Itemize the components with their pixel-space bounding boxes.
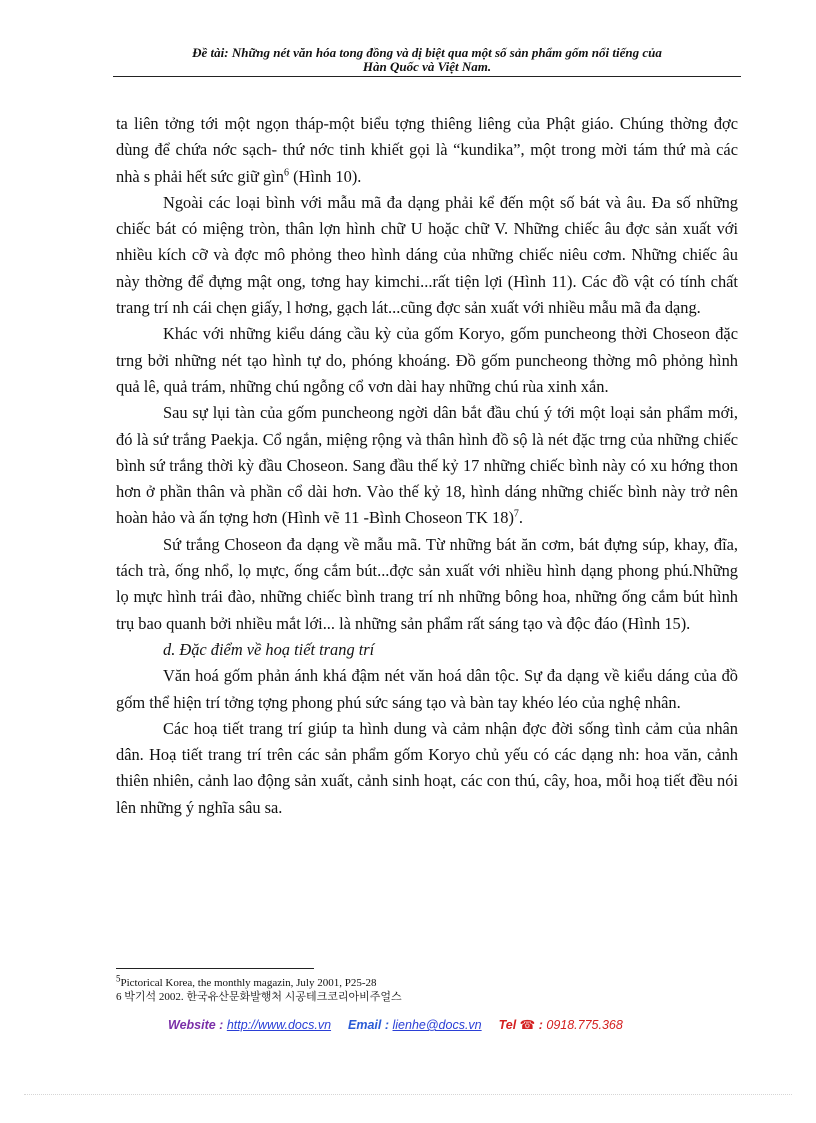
header-title-line1: Đề tài: Những nét văn hóa tong đồng và dị biệt qua một số sản phẩm gốm nổi tiếng của (192, 45, 662, 60)
page-body (116, 111, 738, 821)
paragraph-7: Các hoạ tiết trang trí giúp ta hình dung và cảm nhận đợc đời sống tình cảm của nhân dân. Hoạ tiết trang trí trên các sản phẩm gốm Koryo chủ yếu có các dạng nh: hoa văn, cảnh thiên nhiên, cảnh lao động sản xuất, cảnh sinh hoạt, các con thú, cây, hoa, mỗi hoạ tiết đều nói lên những ý nghĩa sâu sa. (116, 718, 738, 817)
email-link[interactable]: lienhe@docs.vn (392, 1018, 482, 1032)
paragraph-5: Sứ trắng Choseon đa dạng về mẫu mã. Từ những bát ăn cơm, bát đựng súp, khay, đĩa, tách trà, ống nhổ, lọ mực, ống cắm bút...đợc sản xuất với nhiều hình dạng phong phú.Những lọ mực hình trái đào, những chiếc bình trang trí nh những bông hoa, những ống cắm bút hình trụ bao quanh bởi nhiều mắt lới... là những sản phẩm rất sáng tạo và độc đáo (Hình 15). (116, 534, 738, 633)
section-heading: d. Đặc điểm về hoạ tiết trang trí (163, 639, 375, 659)
website-link[interactable]: http://www.docs.vn (226, 1018, 332, 1032)
website-label: Website : (168, 1018, 224, 1032)
footnote-6: 6 박기석 2002. 한국유산문화발행처 시공테크코리아비주얼스 (116, 991, 402, 1003)
footnote-divider (116, 968, 314, 969)
paragraph-1: ta liên tởng tới một ngọn tháp-một biểu tợng thiêng liêng của Phật giáo. Chúng thờng đợc dùng để chứa nớc sạch- thứ nớc tinh khiết gọi là “kundika”, một trong mời tám thứ mà các nhà s phải hết sức giữ gìn$^6$ (Hình 10). (116, 114, 738, 186)
paragraph-4: Sau sự lụi tàn của gốm puncheong ngời dân bắt đầu chú ý tới một loại sản phẩm mới, đó là sứ trắng Paekja. Cổ ngắn, miệng rộng và thân hình đồ sộ là nét đặc trng của những chiếc bình sứ trắng thời kỳ đầu Choseon. Sang đầu thế kỷ 17 những chiếc bình này có xu hớng thon hơn ở phần thân và phần cổ dài hơn. Vào thế kỷ 18, hình dáng những chiếc bình này trở nên hoàn hảo và ấn tợng hơn (Hình vẽ 11 -Bình Choseon TK 18)$^7$. (116, 403, 738, 528)
tel-label: Tel ☎ : (498, 1018, 543, 1032)
footnote-ref-6[interactable]: 6 (284, 167, 289, 179)
document-header (113, 46, 741, 74)
paragraph-3: Khác với những kiểu dáng cầu kỳ của gốm Koryo, gốm puncheong thời Choseon đặc trng bởi những nét tạo hình tự do, phóng khoáng. Đồ gốm puncheong thờng mô phỏng hình quả lê, quả trám, những chú ngỗng cổ vơn dài hay những chú rùa xinh xắn. (116, 324, 738, 396)
paragraph-2: Ngoài các loại bình với mẫu mã đa dạng phải kể đến một số bát và âu. Đa số những chiếc bát có miệng tròn, thân lợn hình chữ U hoặc chữ V. Những chiếc âu đợc sản xuất với nhiều kích cỡ và đợc mô phỏng theo hình dáng của những chiếc niêu cơm. Những chiếc âu này thờng để đựng mật ong, tơng hay kimchi...rất tiện lợi (Hình 11). Các đồ vật có tính chất trang trí nh cái chẹn giấy, l hơng, gạch lát...cũng đợc sản xuất với nhiều mẫu mã đa dạng. (116, 192, 738, 318)
header-title-line2: Hàn Quốc và Việt Nam. (362, 59, 492, 74)
footnote-5: $^5$Pictorical Korea, the monthly magazin, July 2001, P25-28 (116, 973, 377, 989)
website-footer (168, 1017, 728, 1032)
header-divider (113, 76, 741, 77)
phone-number: 0918.775.368 (546, 1018, 623, 1032)
footnote-ref-7[interactable]: 7 (513, 508, 519, 520)
footnotes (116, 973, 716, 1004)
email-label: Email : (348, 1018, 390, 1032)
page-bottom-divider (24, 1094, 792, 1095)
paragraph-6: Văn hoá gốm phản ánh khá đậm nét văn hoá dân tộc. Sự đa dạng về kiểu dáng của đồ gốm thể hiện trí tởng tợng phong phú sức sáng tạo và bàn tay khéo léo của nghệ nhân. (116, 666, 738, 712)
